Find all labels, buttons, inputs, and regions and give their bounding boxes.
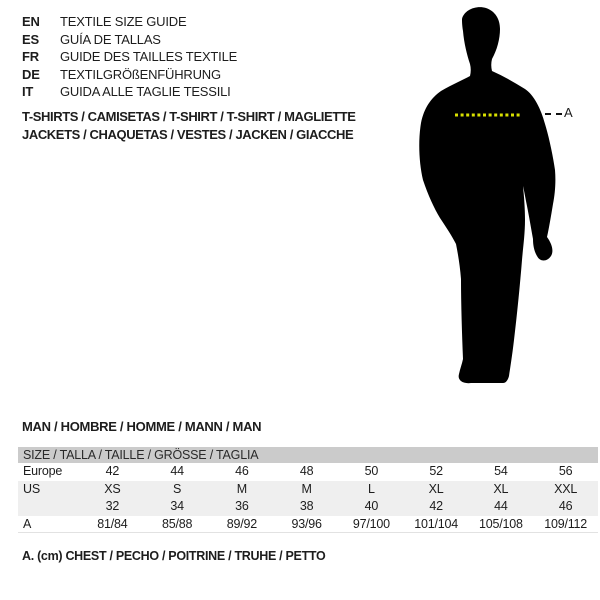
table-cell: XL (428, 481, 444, 496)
table-cell: 93/96 (291, 516, 322, 531)
table-cell: XL (493, 481, 509, 496)
language-row (22, 66, 237, 84)
man-silhouette (410, 5, 560, 390)
measurement-footnote: A. (cm) CHEST / PECHO / POITRINE / TRUHE / PETTO (22, 549, 326, 563)
table-cell: 89/92 (226, 516, 258, 531)
table-cell: 40 (364, 499, 379, 513)
language-row (22, 83, 237, 101)
section-title-man: MAN / HOMBRE / HOMME / MANN / MAN (22, 419, 262, 434)
table-cell: 48 (299, 464, 314, 478)
language-label: GUIDA ALLE TAGLIE TESSILI (60, 84, 231, 100)
language-row (22, 31, 237, 49)
table-row-europe (18, 463, 598, 481)
table-cell: XXL (554, 481, 578, 496)
table-cell: S (173, 481, 182, 496)
table-cell: 42 (429, 499, 443, 513)
table-cell: 54 (494, 464, 508, 478)
table-cell: 32 (105, 499, 120, 513)
table-cell: 46 (558, 499, 573, 513)
table-cell: 50 (364, 464, 379, 478)
table-cell: L (367, 481, 375, 496)
table-cell: 52 (429, 464, 443, 478)
table-row-us (18, 481, 598, 499)
language-label: TEXTILE SIZE GUIDE (60, 14, 187, 29)
language-row (22, 13, 237, 31)
measure-dash-line (545, 113, 562, 115)
size-table-header: SIZE / TALLA / TAILLE / GRÖSSE / TAGLIA (18, 447, 598, 463)
row-label: Europe (23, 464, 63, 478)
language-code: ES (22, 31, 39, 47)
table-cell: 36 (235, 499, 249, 513)
table-cell: 34 (170, 499, 184, 513)
table-row-us-numeric (18, 498, 598, 516)
table-cell: M (236, 481, 247, 496)
table-cell: 44 (170, 464, 184, 478)
table-cell: 81/84 (97, 516, 128, 531)
table-cell: 42 (105, 464, 120, 478)
language-label: TEXTILGRÖßENFÜHRUNG (60, 66, 221, 82)
man-silhouette-figure (410, 5, 560, 390)
table-cell: 46 (235, 464, 249, 478)
category-line-tshirts: T-SHIRTS / CAMISETAS / T-SHIRT / T-SHIRT / MAGLIETTE (22, 109, 356, 124)
language-label: GUIDE DES TAILLES TEXTILE (60, 49, 238, 65)
language-row (22, 48, 237, 66)
table-cell: 38 (299, 499, 314, 513)
language-code: DE (22, 66, 40, 82)
measure-point-label: A (564, 105, 573, 120)
category-heading (22, 108, 356, 144)
table-cell: 109/112 (544, 516, 588, 531)
language-code: FR (22, 49, 39, 65)
table-cell: XS (104, 481, 121, 496)
size-table (18, 447, 598, 533)
language-list (22, 13, 237, 101)
row-label: US (23, 481, 40, 496)
table-cell: M (301, 481, 312, 496)
language-label: GUÍA DE TALLAS (60, 31, 161, 47)
category-line-jackets: JACKETS / CHAQUETAS / VESTES / JACKEN / GIACCHE (22, 127, 354, 142)
table-cell: 105/108 (478, 516, 523, 531)
language-code: IT (22, 84, 34, 100)
table-cell: 44 (494, 499, 508, 513)
table-cell: 56 (558, 464, 573, 478)
table-cell: 101/104 (414, 516, 459, 531)
table-row-chest-cm (18, 516, 598, 534)
language-code: EN (22, 14, 40, 29)
row-label: A (23, 516, 32, 531)
table-cell: 85/88 (161, 516, 193, 531)
row-label (18, 498, 80, 516)
table-cell: 97/100 (352, 516, 390, 531)
